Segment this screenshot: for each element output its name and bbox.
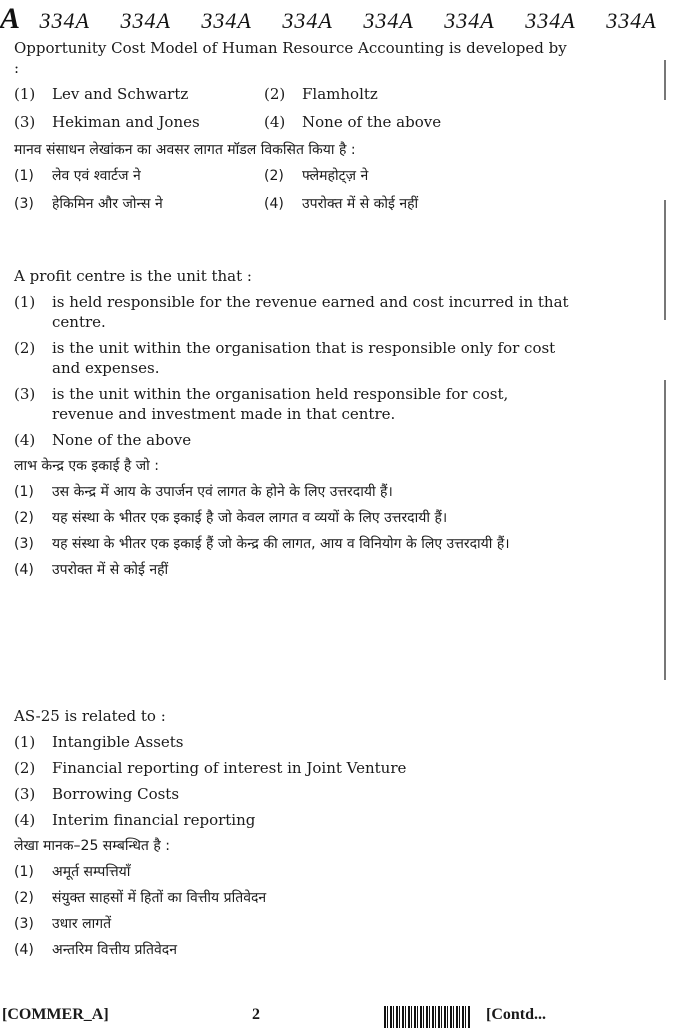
- scan-speck: [664, 60, 666, 100]
- question-3: [14, 706, 569, 966]
- option-3-hi: (3) हेकिमिन और जोन्स ने: [14, 196, 163, 212]
- page-number: 2: [252, 1006, 260, 1023]
- header-code: 334A: [444, 8, 495, 32]
- question-3-stem-hi: लेखा मानक–25 सम्बन्धित है :: [14, 838, 170, 854]
- barcode-icon: [384, 1006, 470, 1028]
- option-2: (2) Financial reporting of interest in Joint Venture: [14, 759, 407, 777]
- option-2: (2) Flamholtz: [264, 85, 378, 103]
- option-4-hi: (4) उपरोक्त में से कोई नहीं: [264, 196, 419, 212]
- question-1-options-row-hi: [14, 166, 569, 186]
- question-2-stem-hi: लाभ केन्द्र एक इकाई है जो :: [14, 458, 159, 474]
- option-2: (2) is the unit within the organisation that is responsible only for cost and expenses.: [14, 339, 556, 377]
- question-1-options-row-hi: [14, 194, 569, 214]
- continued-label: [Contd...: [486, 1006, 547, 1023]
- header-code-strip: [0, 2, 680, 32]
- option-4: (4) Interim financial reporting: [14, 811, 256, 829]
- header-code: 334A: [282, 8, 333, 32]
- question-1-stem-en: Opportunity Cost Model of Human Resource Accounting is developed by :: [14, 39, 567, 77]
- option-1-hi: (1) उस केन्द्र में आय के उपार्जन एवं लागत के होने के लिए उत्तरदायी हैं।: [14, 484, 393, 500]
- option-1: (1) Lev and Schwartz: [14, 85, 189, 103]
- option-3: (3) Hekiman and Jones: [14, 113, 200, 131]
- header-code: 334A: [201, 8, 252, 32]
- scan-speck: [664, 380, 666, 680]
- question-2: [14, 266, 569, 586]
- option-3-hi: (3) यह संस्था के भीतर एक इकाई हैं जो केन्द्र की लागत, आय व विनियोग के लिए उत्तरदायी हैं।: [14, 536, 510, 552]
- option-4-hi: (4) उपरोक्त में से कोई नहीं: [14, 562, 169, 578]
- option-2-hi: (2) संयुक्त साहसों में हितों का वित्तीय प्रतिवेदन: [14, 890, 267, 906]
- option-1-hi: (1) अमूर्त सम्पत्तियाँ: [14, 864, 131, 880]
- option-3: (3) Borrowing Costs: [14, 785, 180, 803]
- page-footer: [0, 1004, 680, 1030]
- header-code: 334A: [606, 8, 657, 32]
- option-4-hi: (4) अन्तरिम वित्तीय प्रतिवेदन: [14, 942, 178, 958]
- paper-code: [COMMER_A]: [2, 1006, 109, 1023]
- question-1-stem-hi: मानव संसाधन लेखांकन का अवसर लागत मॉडल विकसित किया है :: [14, 142, 356, 158]
- header-code: 334A: [120, 8, 171, 32]
- option-2-hi: (2) यह संस्था के भीतर एक इकाई है जो केवल लागत व व्ययों के लिए उत्तरदायी हैं।: [14, 510, 448, 526]
- question-1-options-row: [14, 84, 569, 104]
- option-4: (4) None of the above: [14, 431, 192, 449]
- header-leading-fragment: A: [0, 2, 22, 32]
- header-code: 334A: [39, 8, 90, 32]
- option-1: (1) is held responsible for the revenue earned and cost incurred in that centre.: [14, 293, 569, 331]
- question-3-stem-en: AS-25 is related to :: [14, 707, 166, 725]
- option-3-hi: (3) उधार लागतें: [14, 916, 112, 932]
- question-1: [14, 38, 569, 222]
- header-code: 334A: [525, 8, 576, 32]
- option-3: (3) is the unit within the organisation held responsible for cost, revenue and investment made in that centre.: [14, 385, 509, 423]
- question-2-stem-en: A profit centre is the unit that :: [14, 267, 252, 285]
- question-1-options-row: [14, 112, 569, 132]
- header-code: 334A: [363, 8, 414, 32]
- scan-speck: [664, 200, 666, 320]
- option-4: (4) None of the above: [264, 113, 442, 131]
- option-2-hi: (2) फ्लेमहोट्ज़ ने: [264, 168, 369, 184]
- option-1-hi: (1) लेव एवं श्वार्टज ने: [14, 168, 141, 184]
- option-1: (1) Intangible Assets: [14, 733, 184, 751]
